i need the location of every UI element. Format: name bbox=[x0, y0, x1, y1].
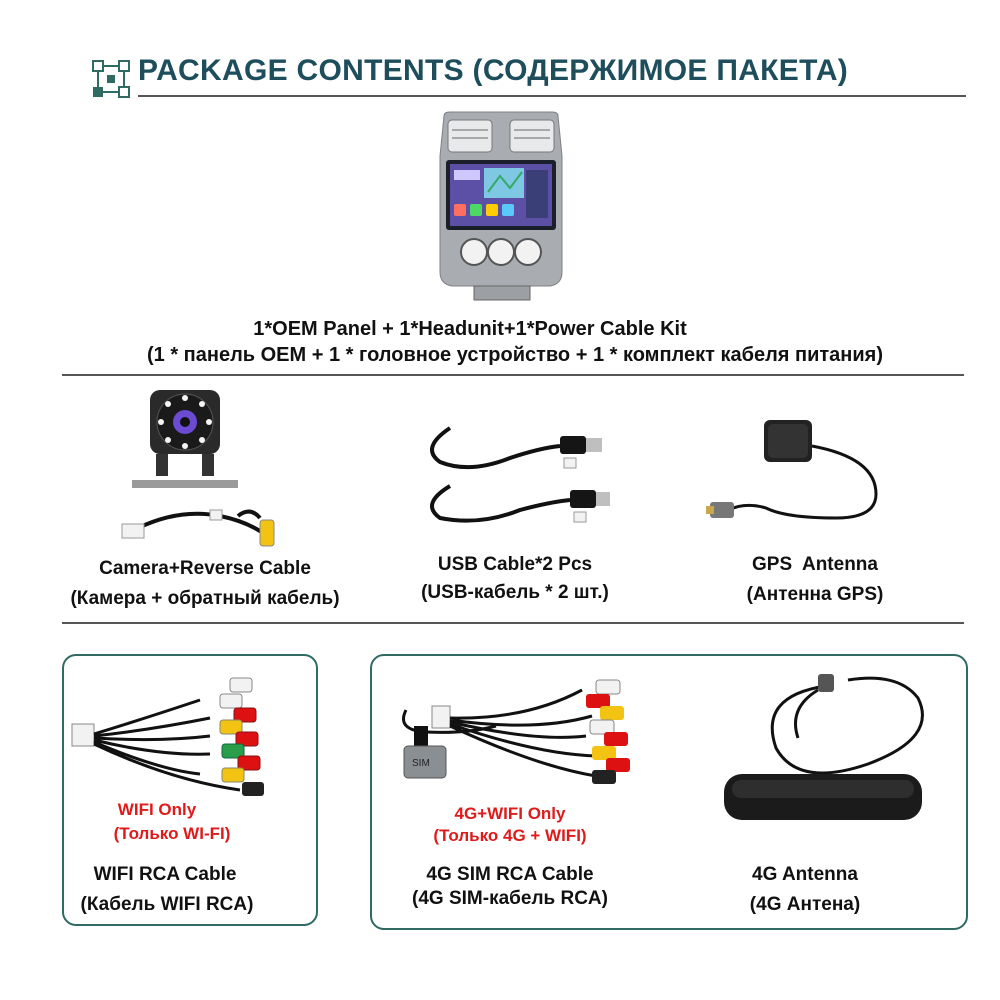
main-item-label-ru: (1 * панель OEM + 1 * головное устройство + 1 * комплект кабеля питания) bbox=[146, 344, 883, 366]
g4-antenna-label-ru: (4G Антена) bbox=[749, 894, 861, 915]
usb-cable-image bbox=[420, 418, 610, 528]
g4-sim-cable-label-ru: (4G SIM-кабель RCA) bbox=[412, 888, 608, 909]
g4-sim-cable-label: 4G SIM RCA Cable bbox=[426, 864, 594, 885]
sim-module-label: SIM bbox=[412, 758, 430, 769]
main-item-label: 1*OEM Panel + 1*Headunit+1*Power Cable Kit bbox=[253, 318, 687, 340]
camera-label-ru: (Камера + обратный кабель) bbox=[70, 588, 340, 609]
wifi-cable-label: WIFI RCA Cable bbox=[93, 864, 237, 885]
wifi-only-note-ru: (Только WI-FI) bbox=[113, 824, 231, 843]
section-divider-2 bbox=[62, 622, 964, 624]
camera-label: Camera+Reverse Cable bbox=[99, 558, 311, 579]
section-divider-1 bbox=[62, 374, 964, 376]
logo-icon bbox=[92, 60, 132, 100]
page-title: PACKAGE CONTENTS (СОДЕРЖИМОЕ ПАКЕТА) bbox=[138, 54, 849, 87]
g4-only-note-ru: (Только 4G + WIFI) bbox=[433, 826, 587, 845]
wifi-rca-cable-image bbox=[70, 670, 300, 800]
g4-sim-rca-cable-image bbox=[386, 670, 656, 800]
g4-only-note: 4G+WIFI Only bbox=[454, 804, 566, 823]
g4-antenna-label: 4G Antenna bbox=[752, 864, 858, 885]
gps-label: GPS Antenna bbox=[752, 554, 878, 575]
gps-label-ru: (Антенна GPS) bbox=[746, 584, 884, 605]
wifi-cable-label-ru: (Кабель WIFI RCA) bbox=[80, 894, 254, 915]
usb-label-ru: (USB-кабель * 2 шт.) bbox=[421, 582, 609, 603]
usb-label: USB Cable*2 Pcs bbox=[437, 554, 593, 575]
gps-antenna-image bbox=[706, 418, 886, 530]
g4-antenna-image bbox=[718, 668, 948, 828]
header-divider bbox=[138, 95, 966, 97]
wifi-only-note: WIFI Only bbox=[117, 800, 197, 819]
headunit-panel-image bbox=[438, 112, 564, 302]
camera-image bbox=[120, 388, 295, 558]
